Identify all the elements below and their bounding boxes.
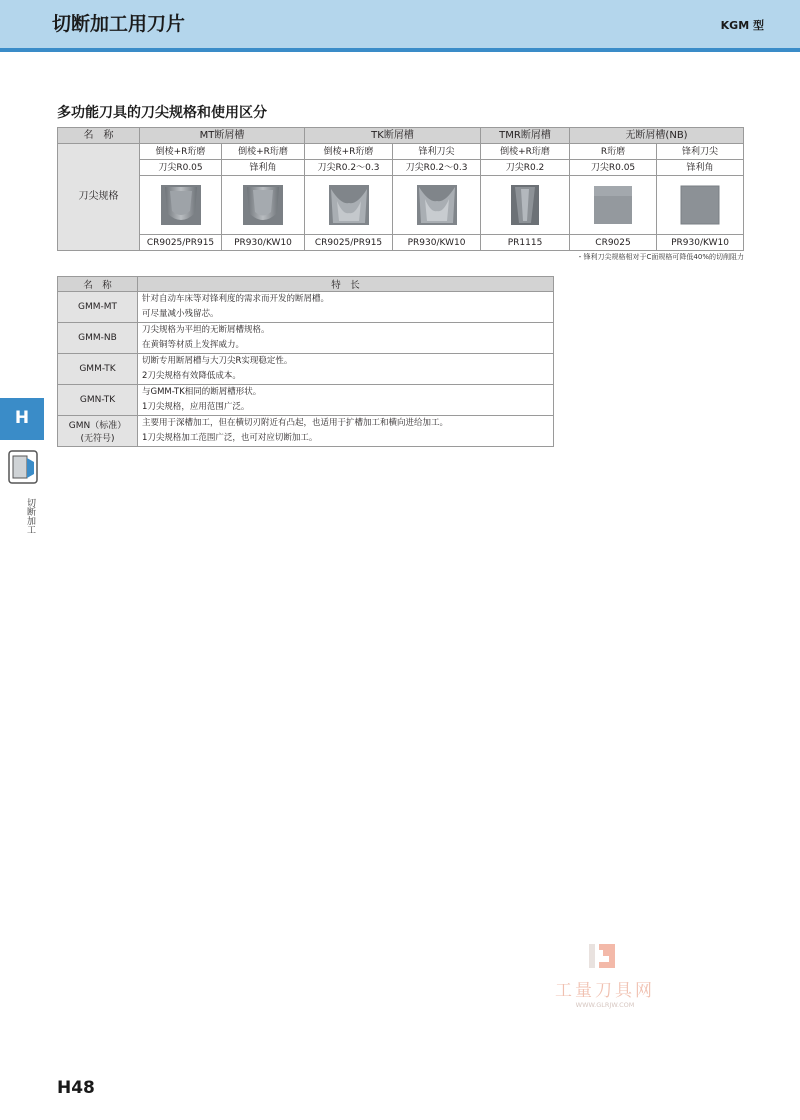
table-row bbox=[58, 292, 554, 323]
tip-cell: 刀尖R0.2～0.3 bbox=[393, 160, 481, 176]
chipbreaker-name: GMM-MT bbox=[58, 292, 138, 323]
watermark-logo-icon bbox=[585, 942, 625, 972]
feature-description bbox=[138, 385, 554, 416]
watermark-text: 工量刀具网 bbox=[555, 981, 655, 1001]
table-header-row bbox=[58, 277, 554, 292]
feature-line: 与GMM-TK相同的断屑槽形状。 bbox=[142, 387, 262, 397]
feature-line: 1刀尖规格加工范围广泛，也可对应切断加工。 bbox=[142, 433, 318, 443]
insert-tk-sharp-icon bbox=[415, 183, 459, 227]
grade-cell: PR930/KW10 bbox=[222, 235, 305, 251]
section-tab-letter: H bbox=[14, 408, 30, 428]
feature-description bbox=[138, 416, 554, 447]
feature-line: 1刀尖规格，应用范围广泛。 bbox=[142, 402, 250, 412]
chipbreaker-name: GMM-TK bbox=[58, 354, 138, 385]
header-rule bbox=[0, 48, 800, 52]
table-row bbox=[58, 323, 554, 354]
insert-tk-chamfer-icon bbox=[327, 183, 371, 227]
image-cell bbox=[481, 176, 570, 235]
insert-tmr-icon bbox=[503, 183, 547, 227]
section-title: 多功能刀具的刀尖规格和使用区分 bbox=[57, 105, 267, 121]
image-cell bbox=[570, 176, 657, 235]
image-cell bbox=[140, 176, 222, 235]
feature-line: 在黄铜等材质上发挥威力。 bbox=[142, 340, 245, 350]
tip-cell: 刀尖R0.05 bbox=[140, 160, 222, 176]
chipbreaker-name-note: (无符号) bbox=[80, 434, 115, 444]
insert-mt-sharp-icon bbox=[241, 183, 285, 227]
feature-line: 切断专用断屑槽与大刀尖R实现稳定性。 bbox=[142, 356, 293, 366]
image-row bbox=[58, 176, 744, 235]
tip-row bbox=[58, 160, 744, 176]
grade-cell: PR930/KW10 bbox=[657, 235, 744, 251]
honing-cell: 倒棱+R珩磨 bbox=[222, 144, 305, 160]
grade-row bbox=[58, 235, 744, 251]
tip-spec-table bbox=[57, 127, 744, 251]
group-header-tk: TK断屑槽 bbox=[305, 128, 481, 144]
tip-cell: 刀尖R0.05 bbox=[570, 160, 657, 176]
honing-cell: 倒棱+R珩磨 bbox=[305, 144, 393, 160]
table-row bbox=[58, 385, 554, 416]
image-cell bbox=[222, 176, 305, 235]
tip-cell: 刀尖R0.2～0.3 bbox=[305, 160, 393, 176]
table-header-row bbox=[58, 128, 744, 144]
grade-cell: CR9025 bbox=[570, 235, 657, 251]
chipbreaker-name bbox=[58, 416, 138, 447]
tip-cell: 锋利角 bbox=[222, 160, 305, 176]
image-cell bbox=[393, 176, 481, 235]
name-column-header: 名 称 bbox=[58, 128, 140, 144]
insert-nb-honing-icon bbox=[591, 183, 635, 227]
honing-cell: R珩磨 bbox=[570, 144, 657, 160]
grade-cell: PR930/KW10 bbox=[393, 235, 481, 251]
feature-column-header: 特 长 bbox=[138, 277, 554, 292]
page-number: H48 bbox=[57, 1078, 95, 1098]
section-tab-label: 切断加工 bbox=[25, 498, 35, 534]
honing-cell: 锋利刀尖 bbox=[657, 144, 744, 160]
chipbreaker-name: GMM-NB bbox=[58, 323, 138, 354]
insert-mt-chamfer-icon bbox=[159, 183, 203, 227]
grade-cell: CR9025/PR915 bbox=[140, 235, 222, 251]
feature-line: 可尽量减小残留芯。 bbox=[142, 309, 219, 319]
feature-description bbox=[138, 354, 554, 385]
chipbreaker-name: GMN-TK bbox=[58, 385, 138, 416]
type-label: KGM 型 bbox=[720, 19, 764, 32]
honing-cell: 锋利刀尖 bbox=[393, 144, 481, 160]
tip-spec-row-label: 刀尖规格 bbox=[58, 144, 140, 251]
feature-line: 针对自动车床等对锋利度的需求而开发的断屑槽。 bbox=[142, 294, 330, 304]
table-row bbox=[58, 354, 554, 385]
feature-description bbox=[138, 292, 554, 323]
chipbreaker-name-line: GMN（标准） bbox=[68, 421, 127, 431]
feature-line: 2刀尖规格有效降低成本。 bbox=[142, 371, 241, 381]
feature-line: 主要用于深槽加工，但在横切刃附近有凸起，也适用于扩槽加工和横向进给加工。 bbox=[142, 418, 449, 428]
feature-description bbox=[138, 323, 554, 354]
honing-cell: 倒棱+R珩磨 bbox=[140, 144, 222, 160]
watermark bbox=[535, 942, 675, 1009]
tip-cell: 刀尖R0.2 bbox=[481, 160, 570, 176]
group-header-tmr: TMR断屑槽 bbox=[481, 128, 570, 144]
watermark-url: WWW.GLRJW.COM bbox=[575, 1001, 635, 1009]
page-title: 切断加工用刀片 bbox=[52, 13, 186, 35]
table-row bbox=[58, 416, 554, 447]
feature-line: 刀尖规格为平坦的无断屑槽规格。 bbox=[142, 325, 270, 335]
feature-table bbox=[57, 276, 554, 447]
insert-nb-sharp-icon bbox=[678, 183, 722, 227]
honing-cell: 倒棱+R珩磨 bbox=[481, 144, 570, 160]
footnote: ・锋利刀尖规格相对于C面规格可降低40%的切削阻力 bbox=[576, 253, 744, 261]
image-cell bbox=[305, 176, 393, 235]
name-column-header: 名 称 bbox=[58, 277, 138, 292]
grooving-tool-icon bbox=[8, 450, 38, 484]
grade-cell: CR9025/PR915 bbox=[305, 235, 393, 251]
group-header-nb: 无断屑槽(NB) bbox=[570, 128, 744, 144]
honing-row bbox=[58, 144, 744, 160]
group-header-mt: MT断屑槽 bbox=[140, 128, 305, 144]
grade-cell: PR1115 bbox=[481, 235, 570, 251]
tip-cell: 锋利角 bbox=[657, 160, 744, 176]
image-cell bbox=[657, 176, 744, 235]
